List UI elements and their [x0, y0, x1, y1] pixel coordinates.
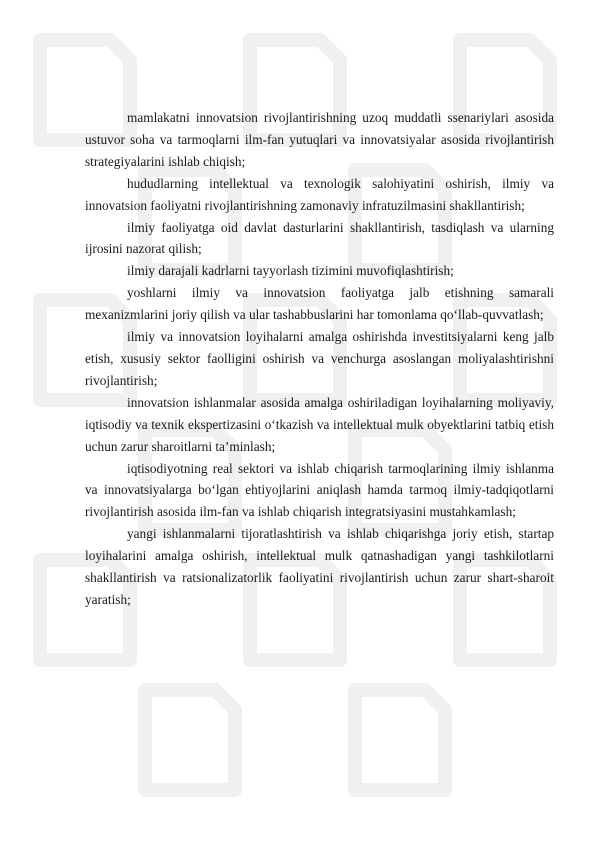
paragraph-1: mamlakatni innovatsion rivojlantirishning uzoq muddatli ssenariylari asosida ustuvor soha va tarmoqlarni ilm-fan yutuqlari va innovatsiyalar asosida rivojlantirish strategiyalarini ishlab chiqish; — [85, 110, 554, 169]
paragraph-6: ilmiy va innovatsion loyihalarni amalga oshirishda investitsiyalarni keng jalb etish, xususiy sektor faolligini oshirish va venchurga asoslangan moliyalashtirishni rivojlantirish; — [85, 329, 554, 388]
paragraph-4: ilmiy darajali kadrlarni tayyorlash tizimini muvofiqlashtirish; — [127, 263, 454, 279]
paragraph-7: innovatsion ishlanmalar asosida amalga oshiriladigan loyihalarning moliyaviy, iqtisodiy va texnik ekspertizasini o‘tkazish va intellektual mulk obyektlarini tatbiq etish uchun zarur sharoitlarni ta’minlash; — [85, 394, 554, 454]
paragraph-8: iqtisodiyotning real sektori va ishlab chiqarish tarmoqlarining ilmiy ishlanma va innovatsiyalarga bo‘lgan ehtiyojlarini aniqlash hamda tarmoq ilmiy-tadqiqotlarni rivojlantirish asosida ilm-fan va ishlab chiqarish integratsiyasini mustahkamlash; — [85, 460, 554, 520]
paragraph-2: hududlarning intellektual va texnologik salohiyatini oshirish, ilmiy va innovatsion faoliyatni rivojlantirishning zamonaviy infratuzilmasini shakllantirish; — [85, 175, 554, 213]
paragraph-3: ilmiy faoliyatga oid davlat dasturlarini shakllantirish, tasdiqlash va ularning ijrosini nazorat qilish; — [85, 219, 554, 257]
paragraph-9: yangi ishlanmalarni tijoratlashtirish va ishlab chiqarishga joriy etish, startap loyihalarini amalga oshirish, intellektual mulk qatnashadigan yangi tashkilotlarni shakllantirish va ratsionalizatorlik faoliyatini rivojlantirish uchun zarur shart-sharoit yaratish; — [85, 526, 554, 607]
document-body — [85, 107, 554, 611]
paragraph-5: yoshlarni ilmiy va innovatsion faoliyatga jalb etishning samarali mexanizmlarini joriy qilish va ular tashabbuslarini har tomonlama qo‘llab-quvvatlash; — [85, 285, 554, 323]
